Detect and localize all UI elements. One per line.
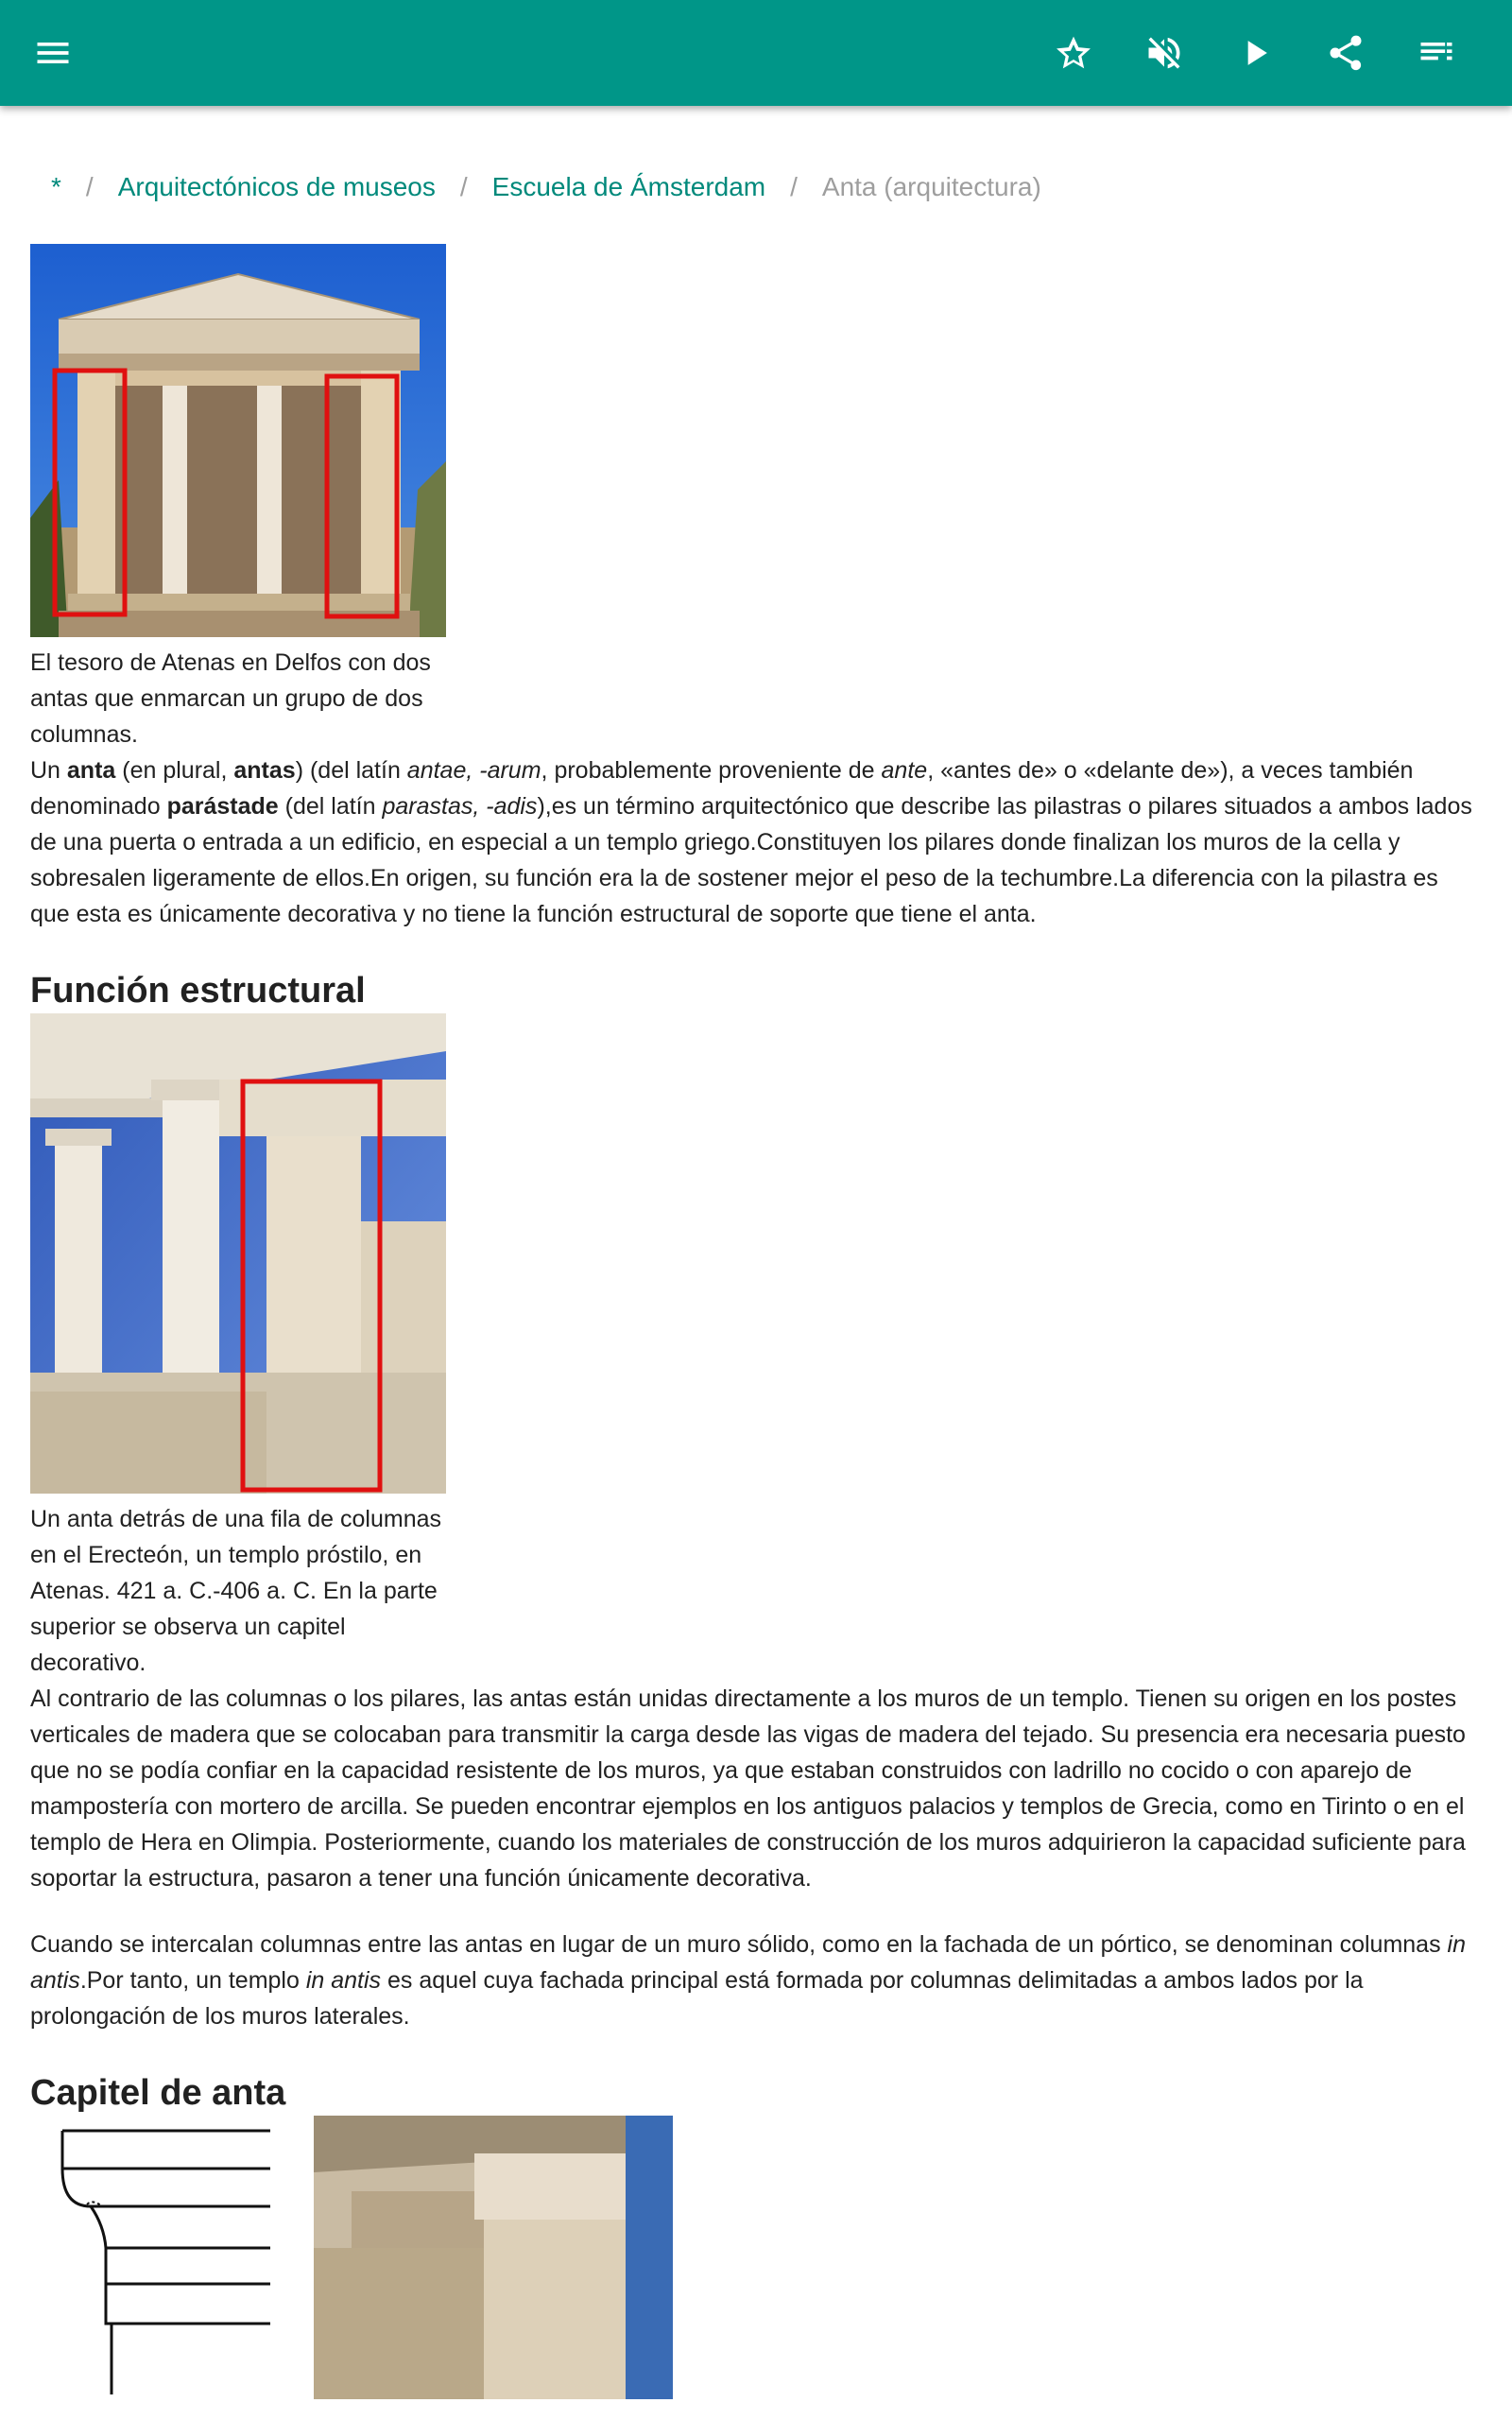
- breadcrumb-item-museos[interactable]: Arquitectónicos de museos: [117, 172, 436, 201]
- erechtheion-image[interactable]: [30, 1013, 446, 1494]
- menu-button[interactable]: [23, 23, 83, 83]
- figure-treasury: [30, 244, 446, 752]
- breadcrumb-current: Anta (arquitectura): [821, 172, 1041, 201]
- playlist-icon: [1416, 32, 1457, 74]
- figure-caption: El tesoro de Atenas en Delfos con dos antas que enmarcan un grupo de dos columnas.: [30, 649, 431, 748]
- capitel-figures: [30, 2116, 1482, 2399]
- menu-icon: [32, 32, 74, 74]
- section-title-funcion: Función estructural: [30, 971, 366, 1011]
- star-outline-icon: [1053, 32, 1094, 74]
- section1-paragraph-1: Al contrario de las columnas o los pilares, las antas están unidas directamente a los muros de un templo. Tienen su origen en los postes verticales de madera que se colocaban para transmitir la carga desde las vigas de madera del tejado. Su presencia era necesaria puesto que no se podía confiar en la capacidad resistente de los muros, ya que estaban construidos con ladrillo no cocido o con aparejo de mampostería con mortero de arcilla. Se pueden encontrar ejemplos en los antiguos palacios y templos de Grecia, como en Tirinto o en el templo de Hera en Olimpia. Posteriormente, cuando los materiales de construcción de los muros adquirieron la capacidad suficiente para soportar la estructura, pasaron a tener una función únicamente decorativa.: [30, 1685, 1466, 1892]
- capitel-drawing[interactable]: [30, 2116, 291, 2399]
- breadcrumb: [51, 166, 1041, 208]
- intro-paragraph: Un anta (en plural, antas) (del latín antae, -arum, probablemente proveniente de ante, «antes de» o «delante de»), a veces también denominado parástade (del latín parastas, -adis),es un término arquitectónico que describe las pilastras o pilares situados a ambos lados de una puerta o entrada a un edificio, en especial a un templo griego.Constituyen los pilares donde finalizan los muros de la cella y sobresalen ligeramente de ellos.En origen, su función era la de sostener mejor el peso de la techumbre.La diferencia con la pilastra es que esta es únicamente decorativa y no tiene la función estructural de soporte que tiene el anta.: [30, 757, 1472, 927]
- section-title-capitel: Capitel de anta: [30, 2073, 286, 2113]
- figure-erechtheion: [30, 1013, 446, 1681]
- article-content: [30, 244, 1482, 2399]
- section1-paragraph-2: Cuando se intercalan columnas entre las antas en lugar de un muro sólido, como en la fachada de un pórtico, se denominan columnas in antis.Por tanto, un templo in antis es aquel cuya fachada principal está formada por columnas delimitadas a ambos lados por la prolongación de los muros laterales.: [30, 1931, 1466, 2030]
- share-icon: [1325, 32, 1366, 74]
- figure-caption: Un anta detrás de una fila de columnas en el Erecteón, un templo próstilo, en Atenas. 421 a. C.-406 a. C. En la parte superior se observa un capitel decorativo.: [30, 1506, 441, 1676]
- play-button[interactable]: [1225, 23, 1285, 83]
- breadcrumb-separator: /: [459, 172, 468, 201]
- volume-off-icon: [1143, 32, 1185, 74]
- play-icon: [1234, 32, 1276, 74]
- favorite-button[interactable]: [1043, 23, 1104, 83]
- breadcrumb-item-escuela[interactable]: Escuela de Ámsterdam: [491, 172, 766, 201]
- share-button[interactable]: [1315, 23, 1376, 83]
- breadcrumb-home[interactable]: *: [51, 172, 61, 201]
- mute-button[interactable]: [1134, 23, 1194, 83]
- playlist-button[interactable]: [1406, 23, 1467, 83]
- capitel-photo[interactable]: [314, 2116, 673, 2399]
- app-bar: [0, 0, 1512, 106]
- breadcrumb-separator: /: [790, 172, 798, 201]
- breadcrumb-separator: /: [85, 172, 94, 201]
- treasury-image[interactable]: [30, 244, 446, 637]
